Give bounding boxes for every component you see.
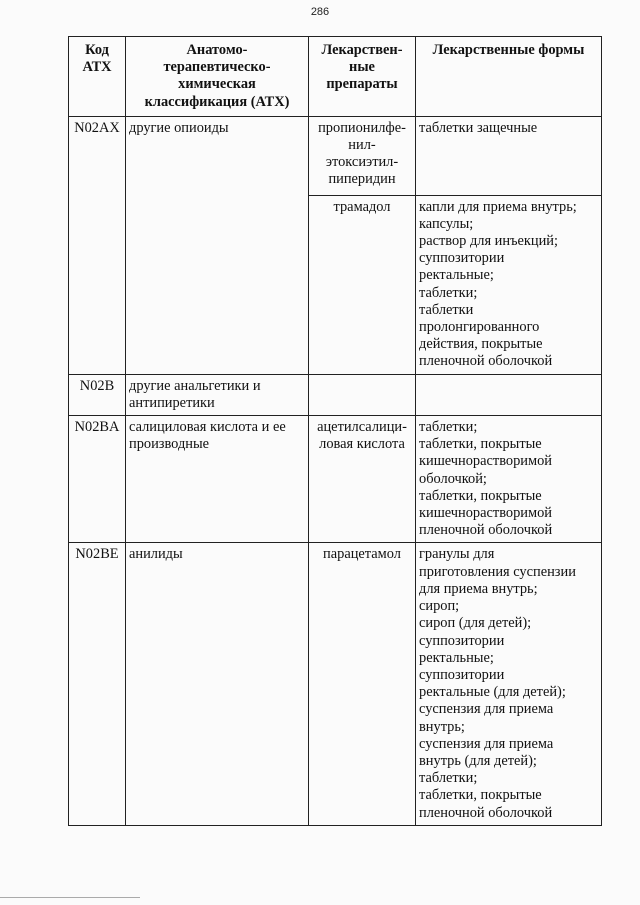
page-number: 286 [310,6,330,18]
classification-line: другие анальгетики и [129,377,261,394]
form-line: таблетки; [419,284,478,301]
table-row [69,543,602,825]
form-line: сироп (для детей); [419,615,532,632]
form-line: раствор для инъекций; [419,233,558,250]
form-line: пленочной оболочкой [419,804,553,821]
classification-cell [126,416,309,543]
form-line: для приема внутрь; [419,580,538,597]
drug-cell [309,195,416,374]
footer-divider [0,897,140,898]
form-line: внутрь; [419,718,465,735]
header-line: терапевтическо- [163,59,271,76]
form-line: гранулы для [419,546,495,563]
atc-code-cell: N02AX [69,116,126,374]
forms-cell [416,416,602,543]
header-forms [416,37,602,117]
drug-line: ацетилсалици- [317,419,407,436]
header-line: Лекарствен- [321,42,403,58]
form-line: внутрь (для детей); [419,752,537,769]
drug-line: пиперидин [328,171,396,188]
drug-line: пропионилфе- [318,119,406,136]
classification-line: антипиретики [129,394,215,411]
drug-cell-empty [309,374,416,415]
form-line: пролонгированного [419,319,540,336]
drug-cell [309,416,416,543]
table-row [69,116,602,195]
form-line: таблетки [419,301,474,318]
form-line: приготовления суспензии [419,563,576,580]
form-line: ректальные (для детей); [419,684,566,701]
table-row [69,416,602,543]
header-line: Анатомо- [186,42,248,58]
drug-line: ловая кислота [319,436,405,453]
form-line: таблетки, покрытые [419,787,542,804]
atc-drug-table [68,36,602,826]
form-line: суппозитории [419,666,505,683]
classification-cell [126,116,309,374]
form-line: таблетки, покрытые [419,487,542,504]
form-line: суспензия для приема [419,735,554,752]
drug-line: трамадол [333,198,391,215]
form-line: капсулы; [419,215,474,232]
form-line: ректальные; [419,649,494,666]
form-line: кишечнорастворимой [419,453,552,470]
form-line: действия, покрытые [419,336,543,353]
header-line: химическая [178,76,256,93]
form-line: капли для приема внутрь; [419,198,577,215]
form-line: таблетки; [419,419,478,436]
form-line: пленочной оболочкой [419,522,553,539]
header-classification [126,37,309,117]
header-code [69,37,126,117]
table-row [69,374,602,415]
form-line: таблетки, покрытые [419,436,542,453]
drug-cell [309,116,416,195]
header-line: АТХ [82,59,112,76]
drug-line: парацетамол [323,546,401,563]
atc-code-cell: N02BE [69,543,126,825]
drug-cell [309,543,416,825]
header-line: препараты [326,76,398,93]
forms-cell [416,195,602,374]
forms-cell-empty [416,374,602,415]
table-header-row [69,37,602,117]
header-line: классификация (АТХ) [144,93,290,110]
header-line: Лекарственные формы [432,42,585,58]
classification-cell [126,543,309,825]
form-line: кишечнорастворимой [419,505,552,522]
form-line: таблетки защечные [419,119,538,136]
form-line: сироп; [419,598,460,615]
form-line: ректальные; [419,267,494,284]
form-line: суппозитории [419,250,505,267]
drug-line: нил- [348,137,376,154]
classification-line: производные [129,436,210,453]
form-line: суппозитории [419,632,505,649]
form-line: пленочной оболочкой [419,353,553,370]
form-line: суспензия для приема [419,701,554,718]
classification-line: анилиды [129,546,183,563]
drug-line: этоксиэтил- [325,154,399,171]
classification-line: другие опиоиды [129,119,229,136]
classification-line: салициловая кислота и ее [129,419,286,436]
forms-cell [416,543,602,825]
atc-code-cell: N02BA [69,416,126,543]
classification-cell [126,374,309,415]
header-line: Код [85,42,109,58]
form-line: таблетки; [419,770,478,787]
forms-cell [416,116,602,195]
form-line: оболочкой; [419,470,487,487]
header-drugs [309,37,416,117]
atc-code-cell: N02B [69,374,126,415]
header-line: ные [349,59,375,76]
